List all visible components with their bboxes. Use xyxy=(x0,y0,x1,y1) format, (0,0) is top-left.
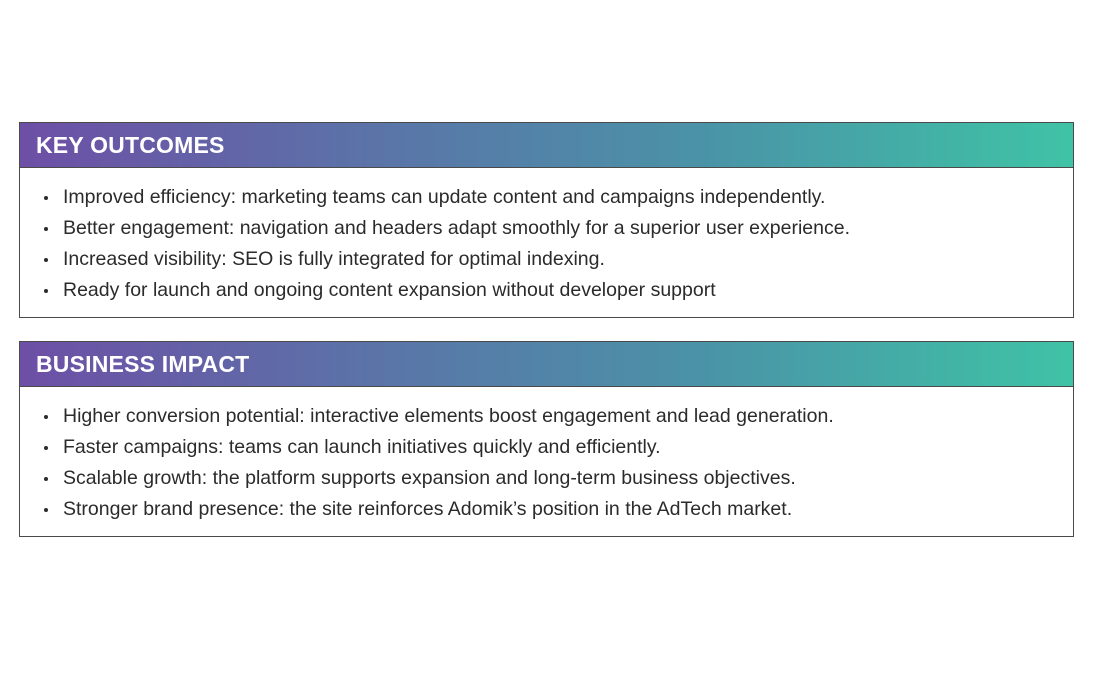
bullet-icon xyxy=(44,196,48,200)
list-item-text: Ready for launch and ongoing content expansion without developer support xyxy=(63,278,716,301)
list-item xyxy=(40,213,1073,244)
bullet-icon xyxy=(44,227,48,231)
key-outcomes-title: KEY OUTCOMES xyxy=(36,131,225,158)
bullet-icon xyxy=(44,415,48,419)
list-item-text: Better engagement: navigation and headers adapt smoothly for a superior user experience. xyxy=(63,216,850,239)
business-impact-section xyxy=(19,341,1074,537)
list-item-text: Scalable growth: the platform supports expansion and long-term business objectives. xyxy=(63,466,796,489)
bullet-icon xyxy=(44,508,48,512)
list-item xyxy=(40,401,1073,432)
bullet-icon xyxy=(44,477,48,481)
list-item-text: Stronger brand presence: the site reinforces Adomik’s position in the AdTech market. xyxy=(63,497,793,520)
list-item xyxy=(40,463,1073,494)
list-item-text: Faster campaigns: teams can launch initiatives quickly and efficiently. xyxy=(63,435,661,458)
business-impact-header xyxy=(20,342,1073,387)
list-item-text: Increased visibility: SEO is fully integrated for optimal indexing. xyxy=(63,247,605,270)
bullet-icon xyxy=(44,446,48,450)
list-item xyxy=(40,275,1073,306)
bullet-icon xyxy=(44,289,48,293)
key-outcomes-header xyxy=(20,123,1073,168)
key-outcomes-list xyxy=(20,168,1073,306)
business-impact-list xyxy=(20,387,1073,525)
list-item xyxy=(40,244,1073,275)
list-item xyxy=(40,432,1073,463)
key-outcomes-section xyxy=(19,122,1074,318)
list-item xyxy=(40,182,1073,213)
bullet-icon xyxy=(44,258,48,262)
list-item-text: Higher conversion potential: interactive elements boost engagement and lead generation. xyxy=(63,404,834,427)
list-item-text: Improved efficiency: marketing teams can update content and campaigns independently. xyxy=(63,185,826,208)
list-item xyxy=(40,494,1073,525)
business-impact-title: BUSINESS IMPACT xyxy=(36,350,250,377)
